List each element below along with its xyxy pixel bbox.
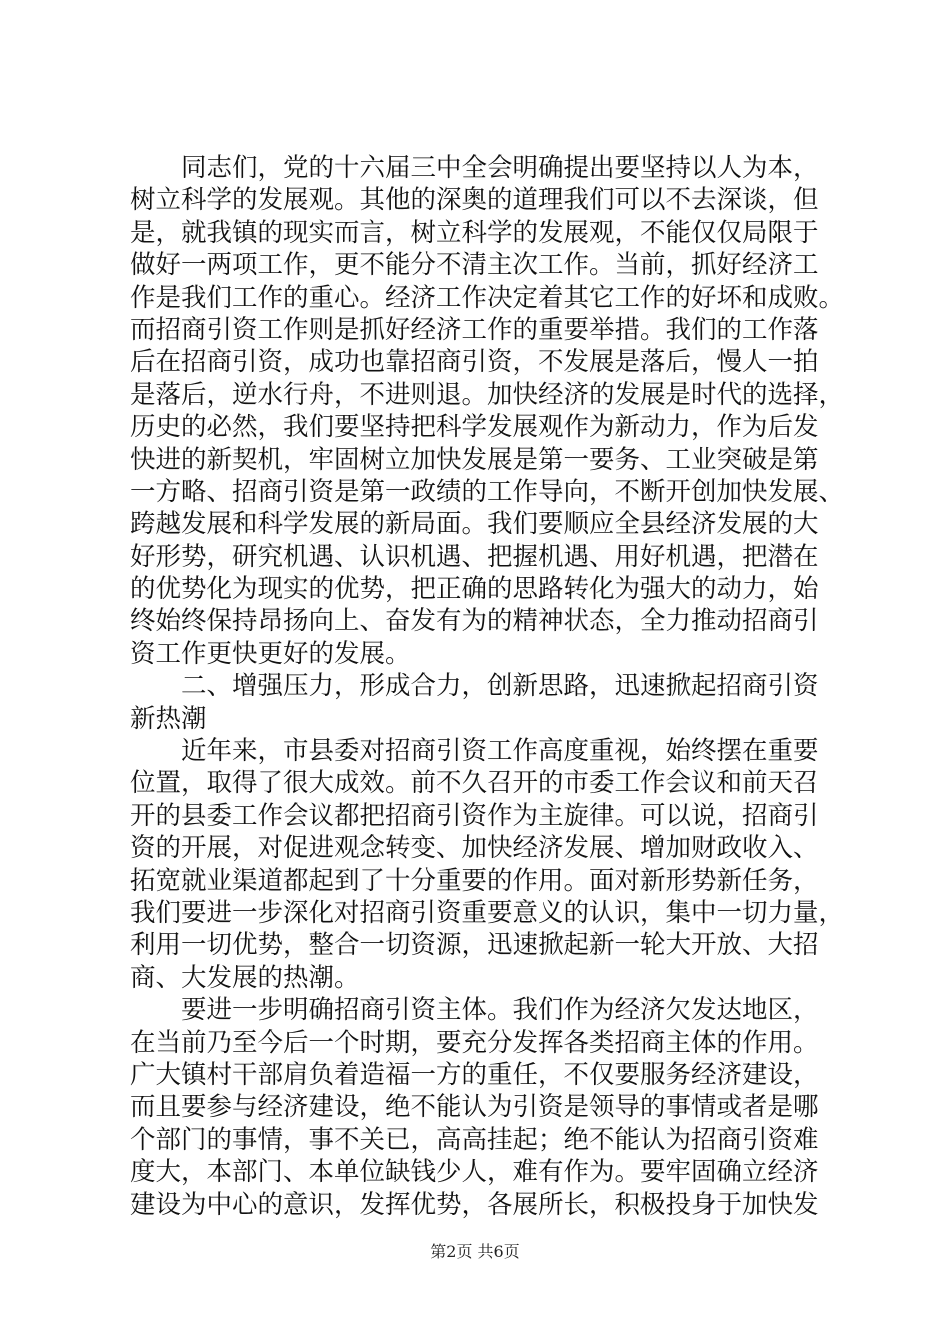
text-line: 树立科学的发展观。其他的深奥的道理我们可以不去深谈，但 xyxy=(130,185,819,216)
text-line: 要进一步明确招商引资主体。我们作为经济欠发达地区， xyxy=(181,995,819,1026)
text-line: 个部门的事情，事不关已，高高挂起；绝不能认为招商引资难 xyxy=(130,1124,819,1155)
text-line: 好形势，研究机遇、认识机遇、把握机遇、用好机遇，把潜在 xyxy=(130,541,819,572)
text-line: 二、增强压力，形成合力，创新思路，迅速掀起招商引资 xyxy=(181,671,819,702)
text-line: 建设为中心的意识，发挥优势，各展所长，积极投身于加快发 xyxy=(130,1189,819,1220)
text-line: 新热潮 xyxy=(130,703,207,734)
text-line: 位置，取得了很大成效。前不久召开的市委工作会议和前天召 xyxy=(130,768,819,799)
text-line: 而且要参与经济建设，绝不能认为引资是领导的事情或者是哪 xyxy=(130,1092,819,1123)
paragraph-3 xyxy=(130,735,845,994)
text-line: 拓宽就业渠道都起到了十分重要的作用。面对新形势新任务， xyxy=(130,865,819,896)
text-line: 利用一切优势，整合一切资源，迅速掀起新一轮大开放、大招 xyxy=(130,930,819,961)
text-line: 是落后，逆水行舟，不进则退。加快经济的发展是时代的选择， xyxy=(130,379,845,410)
text-line: 商、大发展的热潮。 xyxy=(130,962,360,993)
text-line: 资的开展，对促进观念转变、加快经济发展、增加财政收入、 xyxy=(130,833,819,864)
paragraph-4 xyxy=(130,994,830,1221)
text-line: 资工作更快更好的发展。 xyxy=(130,638,411,669)
text-line: 广大镇村干部肩负着造福一方的重任，不仅要服务经济建设， xyxy=(130,1059,819,1090)
text-line: 跨越发展和科学发展的新局面。我们要顺应全县经济发展的大 xyxy=(130,509,819,540)
text-line: 度大，本部门、本单位缺钱少人，难有作为。要牢固确立经济 xyxy=(130,1157,819,1188)
page-number-footer: 第2页 共6页 xyxy=(430,1242,520,1261)
text-line: 快进的新契机，牢固树立加快发展是第一要务、工业突破是第 xyxy=(130,444,819,475)
text-line: 是，就我镇的现实而言，树立科学的发展观，不能仅仅局限于 xyxy=(130,217,819,248)
text-line: 近年来，市县委对招商引资工作高度重视，始终摆在重要 xyxy=(181,736,819,767)
text-line: 后在招商引资，成功也靠招商引资，不发展是落后，慢人一拍 xyxy=(130,347,819,378)
text-line: 终始终保持昂扬向上、奋发有为的精神状态，全力推动招商引 xyxy=(130,606,819,637)
text-line: 同志们，党的十六届三中全会明确提出要坚持以人为本， xyxy=(181,153,819,183)
text-line: 开的县委工作会议都把招商引资作为主旋律。可以说，招商引 xyxy=(130,800,819,831)
document-body xyxy=(130,152,845,1221)
text-line: 做好一两项工作，更不能分不清主次工作。当前，抓好经济工 xyxy=(130,250,819,281)
text-line: 的优势化为现实的优势，把正确的思路转化为强大的动力，始 xyxy=(130,574,819,605)
text-line: 我们要进一步深化对招商引资重要意义的认识，集中一切力量， xyxy=(130,897,845,928)
text-line: 在当前乃至今后一个时期，要充分发挥各类招商主体的作用。 xyxy=(130,1027,819,1058)
text-line: 一方略、招商引资是第一政绩的工作导向，不断开创加快发展、 xyxy=(130,476,845,507)
text-line: 作是我们工作的重心。经济工作决定着其它工作的好坏和成败。 xyxy=(130,282,845,313)
text-line: 历史的必然，我们要坚持把科学发展观作为新动力，作为后发 xyxy=(130,412,819,443)
text-line: 而招商引资工作则是抓好经济工作的重要举措。我们的工作落 xyxy=(130,314,819,345)
paragraph-1 xyxy=(130,152,845,670)
section-heading-2 xyxy=(130,670,830,735)
